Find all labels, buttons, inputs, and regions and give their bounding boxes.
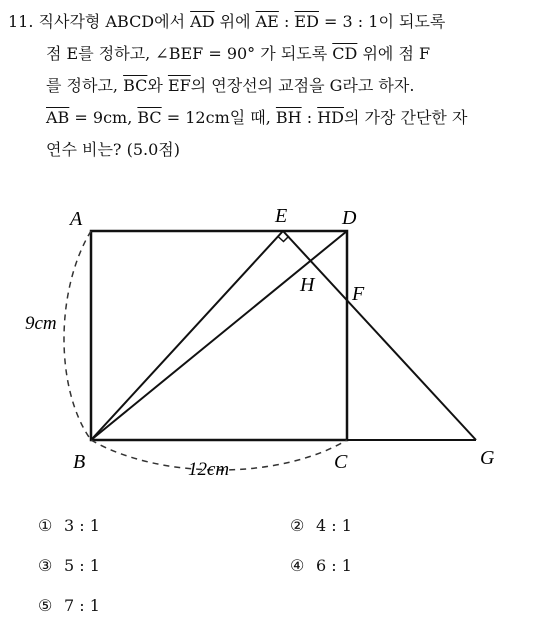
segment-ed: $\overline{ED}$	[294, 12, 319, 31]
segment-bc-2: $\overline{BC}$	[137, 108, 162, 127]
right-angle-mark	[278, 236, 289, 242]
segment-bc: $\overline{BC}$	[123, 76, 148, 95]
problem-line-3: 를 정하고, $\overline{BC}$와 $\overline{EF}$의 연장선의 교점을 G라고 하자.	[46, 76, 415, 95]
choice-1-mark: ①	[38, 516, 53, 535]
label-c: C	[334, 451, 348, 473]
choice-3[interactable]	[38, 556, 100, 575]
choice-1-text: 3 : 1	[64, 516, 100, 535]
problem-line-1: 11. 직사각형 ABCD에서 $\overline{AD}$ 위에 $\overline{AE}$ : $\overline{ED} = 3$ : 1이 되도록	[8, 12, 446, 31]
segment-ad: $\overline{AD}$	[190, 12, 215, 31]
label-b: B	[73, 451, 86, 473]
label-bc-length: 12cm	[188, 459, 230, 480]
choice-4-mark: ④	[290, 556, 305, 575]
label-a: A	[70, 208, 83, 230]
segment-ab: $\overline{AB}$	[46, 108, 70, 127]
choice-5-mark: ⑤	[38, 596, 53, 615]
answer-choices	[0, 508, 548, 630]
choice-5[interactable]	[38, 596, 100, 615]
problem-number: 11.	[8, 12, 34, 31]
segment-ef: $\overline{EF}$	[167, 76, 191, 95]
problem-statement	[8, 6, 540, 166]
choice-2-mark: ②	[290, 516, 305, 535]
segment-eg-line	[283, 231, 476, 440]
choice-2[interactable]	[290, 516, 352, 535]
choice-3-text: 5 : 1	[64, 556, 100, 575]
dimension-arc-ab	[64, 231, 91, 440]
geometry-figure	[0, 195, 548, 500]
problem-line-4: $\overline{AB} = 9cm$, $\overline{BC} = 12cm$일 때, $\overline{BH}$ : $\overline{HD}$의 가장 간단한 자	[46, 108, 468, 127]
segment-bd-line	[91, 231, 347, 440]
choice-4[interactable]	[290, 556, 352, 575]
segment-be-line	[91, 231, 283, 440]
choice-2-text: 4 : 1	[316, 516, 352, 535]
label-d: D	[342, 207, 357, 229]
problem-line-2: 점 E를 정하고, ∠BEF = 90° 가 되도록 $\overline{CD}$ 위에 점 F	[46, 44, 431, 63]
choice-5-text: 7 : 1	[64, 596, 100, 615]
label-g: G	[480, 447, 495, 469]
label-ab-length: 9cm	[25, 313, 57, 334]
choice-4-text: 6 : 1	[316, 556, 352, 575]
segment-bh: $\overline{BH}$	[275, 108, 302, 127]
label-f: F	[352, 283, 365, 305]
label-h: H	[300, 274, 315, 296]
segment-cd: $\overline{CD}$	[332, 44, 358, 63]
segment-hd: $\overline{HD}$	[317, 108, 344, 127]
label-e: E	[275, 205, 288, 227]
problem-line-5: 연수 비는? (5.0점)	[46, 140, 180, 159]
choice-3-mark: ③	[38, 556, 53, 575]
segment-ae: $\overline{AE}$	[255, 12, 279, 31]
choice-1[interactable]	[38, 516, 100, 535]
